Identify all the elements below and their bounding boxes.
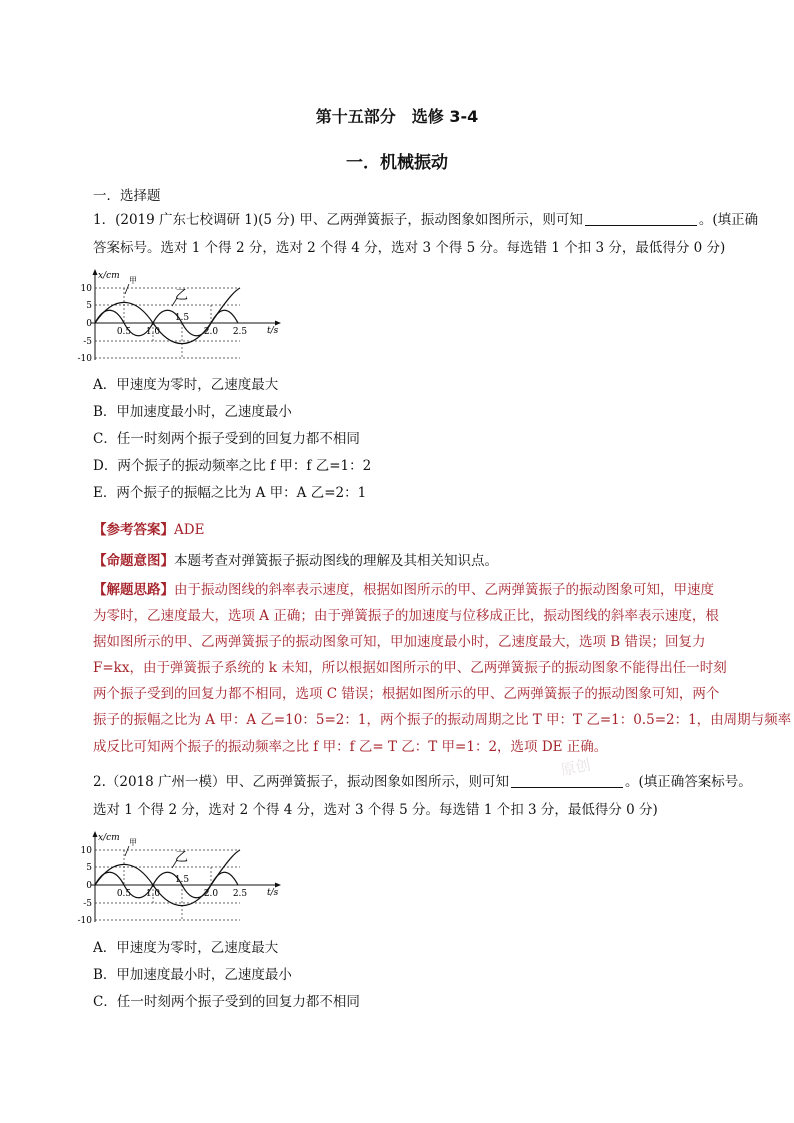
q1-stem-tail: 。(填正确 bbox=[698, 212, 759, 228]
x-tick: 1.5 bbox=[174, 313, 190, 323]
section-label: 一．选择题 bbox=[93, 188, 161, 204]
y-tick: 0 bbox=[86, 881, 92, 891]
intent-label: 【命题意图】 bbox=[93, 553, 174, 569]
x-tick: 2.5 bbox=[232, 889, 248, 899]
series-label-yi: 乙 bbox=[175, 288, 189, 303]
y-tick: 5 bbox=[86, 863, 92, 873]
q1-option-c: C．任一时刻两个振子受到的回复力都不相同 bbox=[93, 431, 360, 447]
q1-explain-line: 两个振子受到的回复力都不相同，选项 C 错误；根据如图所示的甲、乙两弹簧振子的振动图象可知，两个 bbox=[93, 686, 720, 702]
y-axis-label: x/cm bbox=[98, 271, 120, 281]
q2-option-c: C．任一时刻两个振子受到的回复力都不相同 bbox=[93, 994, 360, 1010]
y-tick: -10 bbox=[77, 354, 92, 364]
answer-label: 【参考答案】 bbox=[93, 522, 174, 538]
q1-option-a: A．甲速度为零时，乙速度最大 bbox=[93, 377, 279, 393]
explain-label: 【解题思路】 bbox=[93, 582, 174, 598]
series-label-yi: 乙 bbox=[175, 850, 189, 865]
watermark: 原创 bbox=[559, 755, 593, 780]
series-label-jia: 甲 bbox=[129, 276, 137, 285]
x-tick: 1.0 bbox=[145, 889, 161, 899]
q2-stem-text: 2.（2018 广州一模）甲、乙两弹簧振子，振动图象如图所示，则可知 bbox=[93, 774, 510, 790]
intent-text: 本题考查对弹簧振子振动图线的理解及其相关知识点。 bbox=[174, 553, 498, 569]
q1-stem-line2: 答案标号。选对 1 个得 2 分，选对 2 个得 4 分，选对 3 个得 5 分。每选错 1 个扣 3 分，最低得分 0 分) bbox=[93, 240, 726, 256]
part-title: 第十五部分 选修 3-4 bbox=[315, 107, 479, 126]
q2-vibration-graph bbox=[73, 830, 288, 926]
q1-explain-line bbox=[93, 580, 733, 600]
x-tick: 0.5 bbox=[116, 327, 132, 337]
q1-vibration-graph bbox=[73, 268, 288, 364]
y-axis-label: x/cm bbox=[98, 833, 120, 843]
q1-option-d: D．两个振子的振动频率之比 f 甲：f 乙=1：2 bbox=[93, 458, 372, 474]
q1-intent bbox=[93, 551, 733, 571]
y-tick: -5 bbox=[83, 337, 92, 347]
q1-explain-line: F=kx，由于弹簧振子系统的 k 未知，所以根据如图所示的甲、乙两弹簧振子的振动图象不能得出任一时刻 bbox=[93, 660, 727, 676]
x-tick: 1.5 bbox=[174, 875, 190, 885]
q2-option-b: B．甲加速度最小时，乙速度最小 bbox=[93, 967, 292, 983]
y-tick: -5 bbox=[83, 899, 92, 909]
y-tick: 5 bbox=[86, 301, 92, 311]
q2-answer-blank bbox=[511, 773, 623, 788]
q1-explain-line: 成反比可知两个振子的振动频率之比 f 甲：f 乙= T 乙：T 甲=1：2，选项 DE 正确。 bbox=[93, 739, 608, 755]
section-title: 一．机械振动 bbox=[346, 153, 448, 173]
q1-stem-line1 bbox=[93, 210, 759, 230]
x-tick: 2.0 bbox=[203, 889, 219, 899]
q1-explain-line: 据如图所示的甲、乙两弹簧振子的振动图象可知，甲加速度最小时，乙速度最大，选项 B 错误；回复力 bbox=[93, 634, 706, 650]
explain-text: 由于振动图线的斜率表示速度，根据如图所示的甲、乙两弹簧振子的振动图象可知，甲速度 bbox=[174, 582, 714, 598]
y-tick: 10 bbox=[80, 846, 92, 856]
x-axis-label: t/s bbox=[267, 326, 279, 336]
x-tick: 2.5 bbox=[232, 327, 248, 337]
q1-explain-line: 为零时，乙速度最大，选项 A 正确；由于弹簧振子的加速度与位移成正比，振动图线的斜率表示速度，根 bbox=[93, 608, 719, 624]
q1-option-b: B．甲加速度最小时，乙速度最小 bbox=[93, 404, 292, 420]
q2-stem-tail: 。(填正确答案标号。 bbox=[625, 774, 752, 790]
y-tick: 10 bbox=[80, 284, 92, 294]
q1-option-e: E．两个振子的振幅之比为 A 甲：A 乙=2：1 bbox=[93, 485, 367, 501]
y-tick: 0 bbox=[86, 319, 92, 329]
x-tick: 1.0 bbox=[145, 327, 161, 337]
q1-stem-text: 1．(2019 广东七校调研 1)(5 分) 甲、乙两弹簧振子，振动图象如图所示，则可知 bbox=[93, 212, 583, 228]
q2-stem-line2: 选对 1 个得 2 分，选对 2 个得 4 分，选对 3 个得 5 分。每选错 1 个扣 3 分，最低得分 0 分) bbox=[93, 802, 658, 818]
q1-answer-blank bbox=[585, 211, 697, 226]
answer-value: ADE bbox=[174, 522, 205, 538]
x-axis-label: t/s bbox=[267, 888, 279, 898]
y-tick: -10 bbox=[77, 916, 92, 926]
q1-answer bbox=[93, 520, 733, 540]
series-label-jia: 甲 bbox=[129, 838, 137, 847]
q2-stem-line1 bbox=[93, 772, 752, 792]
x-tick: 2.0 bbox=[203, 327, 219, 337]
q1-explain-line: 振子的振幅之比为 A 甲：A 乙=10：5=2：1，两个振子的振动周期之比 T 甲：T 乙=1：0.5=2：1，由周期与频率 bbox=[93, 712, 792, 728]
q2-option-a: A．甲速度为零时，乙速度最大 bbox=[93, 940, 279, 956]
x-tick: 0.5 bbox=[116, 889, 132, 899]
